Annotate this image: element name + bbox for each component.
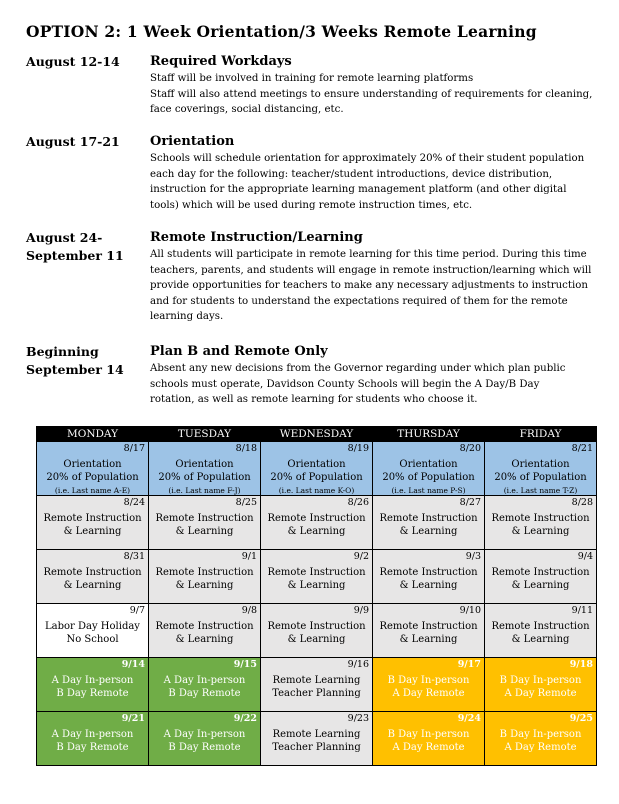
day-text-line: A Day In-person xyxy=(51,729,134,740)
day-text-line: No School xyxy=(66,634,119,645)
day-text-line: & Learning xyxy=(63,580,122,591)
day-number: 9/3 xyxy=(465,551,481,562)
day-text-line: & Learning xyxy=(399,580,458,591)
day-text-line: & Learning xyxy=(63,526,122,537)
day-content xyxy=(149,620,260,646)
description-line: provide opportunities for teachers to make any necessary adjustments to instruction xyxy=(150,280,588,292)
day-text-line: Remote Instruction xyxy=(267,513,366,524)
day-header-thursday: THURSDAY xyxy=(373,427,485,442)
day-content xyxy=(485,728,596,754)
day-text-line: & Learning xyxy=(175,526,234,537)
day-number: 9/8 xyxy=(241,605,257,616)
day-text-line: Labor Day Holiday xyxy=(45,621,140,632)
day-text-line: Remote Instruction xyxy=(267,567,366,578)
day-content xyxy=(37,620,148,646)
day-content xyxy=(37,728,148,754)
day-number: 8/26 xyxy=(347,497,369,508)
section-date xyxy=(26,229,146,265)
description-line: Absent any new decisions from the Governor regarding under which plan public xyxy=(150,363,566,374)
calendar-day-cell xyxy=(149,712,261,766)
day-header-tuesday: TUESDAY xyxy=(149,427,261,442)
day-number: 9/16 xyxy=(347,659,369,670)
day-text-line: Remote Instruction xyxy=(491,513,590,524)
day-number: 8/17 xyxy=(123,443,145,454)
day-number: 8/18 xyxy=(235,443,257,454)
description-line: instruction for the appropriate learning management platform (and other digital xyxy=(150,184,567,196)
day-text-line: B Day In-person xyxy=(387,675,470,686)
day-text-line: & Learning xyxy=(511,634,570,645)
day-text-line: A Day In-person xyxy=(163,729,246,740)
day-content xyxy=(37,512,148,538)
description-line: All students will participate in remote learning for this time period. During this time xyxy=(150,249,587,260)
day-content xyxy=(373,674,484,700)
day-text-line: Remote Instruction xyxy=(155,621,254,632)
day-text-line: Orientation xyxy=(175,459,234,470)
section-date-line: August 17-21 xyxy=(26,134,120,149)
day-content xyxy=(261,458,372,497)
day-content xyxy=(373,512,484,538)
calendar-day-cell xyxy=(261,442,373,496)
day-note: (i.e. Last name F-J) xyxy=(168,486,241,495)
calendar-week-row xyxy=(37,496,597,550)
calendar-day-cell xyxy=(261,496,373,550)
day-text-line: B Day In-person xyxy=(499,675,582,686)
day-header-monday: MONDAY xyxy=(37,427,149,442)
day-number: 8/31 xyxy=(123,551,145,562)
day-content xyxy=(149,512,260,538)
day-text-line: & Learning xyxy=(287,526,346,537)
day-text-line: B Day Remote xyxy=(168,688,241,699)
calendar-day-cell xyxy=(37,496,149,550)
day-number: 9/21 xyxy=(121,713,145,724)
section-heading: Orientation xyxy=(150,134,235,149)
day-text-line: Remote Instruction xyxy=(155,567,254,578)
calendar-day-cell xyxy=(485,712,597,766)
day-content xyxy=(373,620,484,646)
day-text-line: Remote Instruction xyxy=(43,567,142,578)
description-line: tools) which will be used during remote instruction times, etc. xyxy=(150,199,473,211)
day-number: 9/17 xyxy=(457,659,481,670)
day-text-line: B Day Remote xyxy=(168,742,241,753)
day-content xyxy=(373,566,484,592)
day-text-line: & Learning xyxy=(175,580,234,591)
day-note: (i.e. Last name K-O) xyxy=(278,486,355,495)
day-text-line: Remote Instruction xyxy=(491,621,590,632)
day-text-line: Orientation xyxy=(511,459,570,470)
day-content xyxy=(485,674,596,700)
day-number: 9/15 xyxy=(233,659,257,670)
day-number: 9/4 xyxy=(577,551,593,562)
day-number: 9/14 xyxy=(121,659,145,670)
day-content xyxy=(485,458,596,497)
calendar-day-cell xyxy=(373,442,485,496)
calendar-week-row xyxy=(37,712,597,766)
calendar-day-cell xyxy=(37,550,149,604)
calendar-day-cell xyxy=(373,712,485,766)
day-text-line: & Learning xyxy=(511,580,570,591)
day-text-line: A Day In-person xyxy=(163,675,246,686)
day-text-line: A Day Remote xyxy=(504,742,577,753)
day-content xyxy=(37,566,148,592)
day-text-line: Remote Instruction xyxy=(379,621,478,632)
section-date xyxy=(26,343,146,379)
day-text-line: Orientation xyxy=(63,459,122,470)
day-number: 9/10 xyxy=(459,605,481,616)
day-text-line: A Day Remote xyxy=(392,742,465,753)
day-text-line: Orientation xyxy=(287,459,346,470)
day-text-line: Remote Instruction xyxy=(379,567,478,578)
section-date-line: August 12-14 xyxy=(26,54,120,69)
calendar-day-cell xyxy=(149,604,261,658)
section-date-line: September 11 xyxy=(26,248,124,263)
day-number: 9/2 xyxy=(353,551,369,562)
calendar-day-cell xyxy=(373,658,485,712)
day-text-line: B Day In-person xyxy=(387,729,470,740)
day-number: 9/24 xyxy=(457,713,481,724)
day-text-line: Teacher Planning xyxy=(272,742,361,753)
day-text-line: & Learning xyxy=(287,634,346,645)
day-text-line: Remote Instruction xyxy=(491,567,590,578)
day-number: 9/1 xyxy=(241,551,257,562)
day-text-line: 20% of Population xyxy=(494,472,587,483)
day-text-line: Remote Instruction xyxy=(43,513,142,524)
day-content xyxy=(261,728,372,754)
section-date xyxy=(26,53,146,71)
calendar-day-cell xyxy=(149,496,261,550)
description-line: Schools will schedule orientation for approximately 20% of their student population xyxy=(150,153,585,164)
calendar-day-cell xyxy=(485,496,597,550)
day-text-line: Orientation xyxy=(399,459,458,470)
day-number: 9/23 xyxy=(347,713,369,724)
day-content xyxy=(149,458,260,497)
calendar-day-cell xyxy=(37,442,149,496)
day-text-line: Remote Learning xyxy=(272,729,361,740)
day-note: (i.e. Last name A-E) xyxy=(54,486,131,495)
day-number: 9/22 xyxy=(233,713,257,724)
calendar-day-cell xyxy=(37,658,149,712)
day-text-line: & Learning xyxy=(287,580,346,591)
day-text-line: 20% of Population xyxy=(382,472,475,483)
description-line: Staff will be involved in training for remote learning platforms xyxy=(150,73,474,84)
description-line: and for students to understand the expectations required of them for the remote xyxy=(150,295,568,307)
calendar-day-cell xyxy=(485,604,597,658)
description-line: each day for the following: teacher/student introductions, device distribution, xyxy=(150,168,553,180)
day-header-wednesday: WEDNESDAY xyxy=(261,427,373,442)
day-text-line: Remote Instruction xyxy=(155,513,254,524)
day-number: 8/21 xyxy=(571,443,593,454)
section-heading: Required Workdays xyxy=(150,54,292,69)
day-content xyxy=(373,458,484,497)
day-number: 9/11 xyxy=(571,605,593,616)
day-content xyxy=(485,566,596,592)
description-line: schools must operate, Davidson County Schools will begin the A Day/B Day xyxy=(150,378,540,390)
day-header-friday: FRIDAY xyxy=(485,427,597,442)
section-description xyxy=(150,247,608,325)
calendar-day-cell xyxy=(373,604,485,658)
calendar-day-cell xyxy=(261,550,373,604)
day-content xyxy=(485,620,596,646)
calendar-table xyxy=(36,426,597,766)
section-date-line: Beginning xyxy=(26,344,99,359)
description-line: rotation, as well as remote learning for students who choose it. xyxy=(150,394,478,406)
day-content xyxy=(37,674,148,700)
section-heading: Remote Instruction/Learning xyxy=(150,230,363,245)
day-number: 8/20 xyxy=(459,443,481,454)
day-content xyxy=(261,566,372,592)
section-date-line: August 24- xyxy=(26,230,103,245)
day-number: 8/25 xyxy=(235,497,257,508)
day-content xyxy=(261,674,372,700)
day-note: (i.e. Last name T-Z) xyxy=(503,486,578,495)
calendar-day-cell xyxy=(37,604,149,658)
calendar-week-row xyxy=(37,604,597,658)
description-line: teachers, parents, and students will engage in remote instruction/learning which will xyxy=(150,264,592,276)
calendar-day-cell xyxy=(261,712,373,766)
day-text-line: Teacher Planning xyxy=(272,688,361,699)
day-content xyxy=(261,620,372,646)
day-content xyxy=(149,728,260,754)
day-content xyxy=(149,674,260,700)
day-text-line: B Day Remote xyxy=(56,742,129,753)
day-number: 9/25 xyxy=(569,713,593,724)
day-text-line: Remote Instruction xyxy=(267,621,366,632)
day-content xyxy=(261,512,372,538)
description-line: face coverings, social distancing, etc. xyxy=(150,104,344,116)
calendar-day-cell xyxy=(261,604,373,658)
day-number: 9/9 xyxy=(353,605,369,616)
page-title: OPTION 2: 1 Week Orientation/3 Weeks Remote Learning xyxy=(26,22,537,41)
day-text-line: B Day In-person xyxy=(499,729,582,740)
calendar-day-cell xyxy=(37,712,149,766)
day-content xyxy=(37,458,148,497)
calendar-day-cell xyxy=(485,442,597,496)
day-number: 8/24 xyxy=(123,497,145,508)
day-text-line: Remote Instruction xyxy=(379,513,478,524)
day-content xyxy=(149,566,260,592)
calendar-day-cell xyxy=(373,496,485,550)
calendar-day-cell xyxy=(373,550,485,604)
calendar-day-cell xyxy=(149,442,261,496)
day-text-line: A Day In-person xyxy=(51,675,134,686)
day-text-line: & Learning xyxy=(399,526,458,537)
calendar-day-cell xyxy=(485,658,597,712)
day-number: 9/18 xyxy=(569,659,593,670)
day-text-line: A Day Remote xyxy=(392,688,465,699)
day-number: 8/28 xyxy=(571,497,593,508)
day-text-line: 20% of Population xyxy=(158,472,251,483)
day-text-line: B Day Remote xyxy=(56,688,129,699)
calendar-week-row xyxy=(37,442,597,496)
section-description xyxy=(150,361,608,408)
calendar-week-row xyxy=(37,658,597,712)
day-text-line: 20% of Population xyxy=(46,472,139,483)
day-content xyxy=(485,512,596,538)
calendar-day-cell xyxy=(149,550,261,604)
day-number: 8/27 xyxy=(459,497,481,508)
day-number: 8/19 xyxy=(347,443,369,454)
day-text-line: Remote Learning xyxy=(272,675,361,686)
calendar-week-row xyxy=(37,550,597,604)
day-text-line: A Day Remote xyxy=(504,688,577,699)
day-number: 9/7 xyxy=(129,605,145,616)
calendar-day-cell xyxy=(485,550,597,604)
day-text-line: & Learning xyxy=(175,634,234,645)
calendar-day-cell xyxy=(261,658,373,712)
section-heading: Plan B and Remote Only xyxy=(150,344,328,359)
day-text-line: & Learning xyxy=(399,634,458,645)
day-text-line: & Learning xyxy=(511,526,570,537)
description-line: learning days. xyxy=(150,311,224,323)
description-line: Staff will also attend meetings to ensure understanding of requirements for cleaning, xyxy=(150,88,593,100)
section-date-line: September 14 xyxy=(26,362,124,377)
day-content xyxy=(373,728,484,754)
section-description xyxy=(150,151,608,213)
section-description xyxy=(150,71,608,118)
calendar-header-row xyxy=(37,427,597,442)
day-text-line: 20% of Population xyxy=(270,472,363,483)
calendar-day-cell xyxy=(149,658,261,712)
section-date xyxy=(26,133,146,151)
day-note: (i.e. Last name P-S) xyxy=(391,486,466,495)
